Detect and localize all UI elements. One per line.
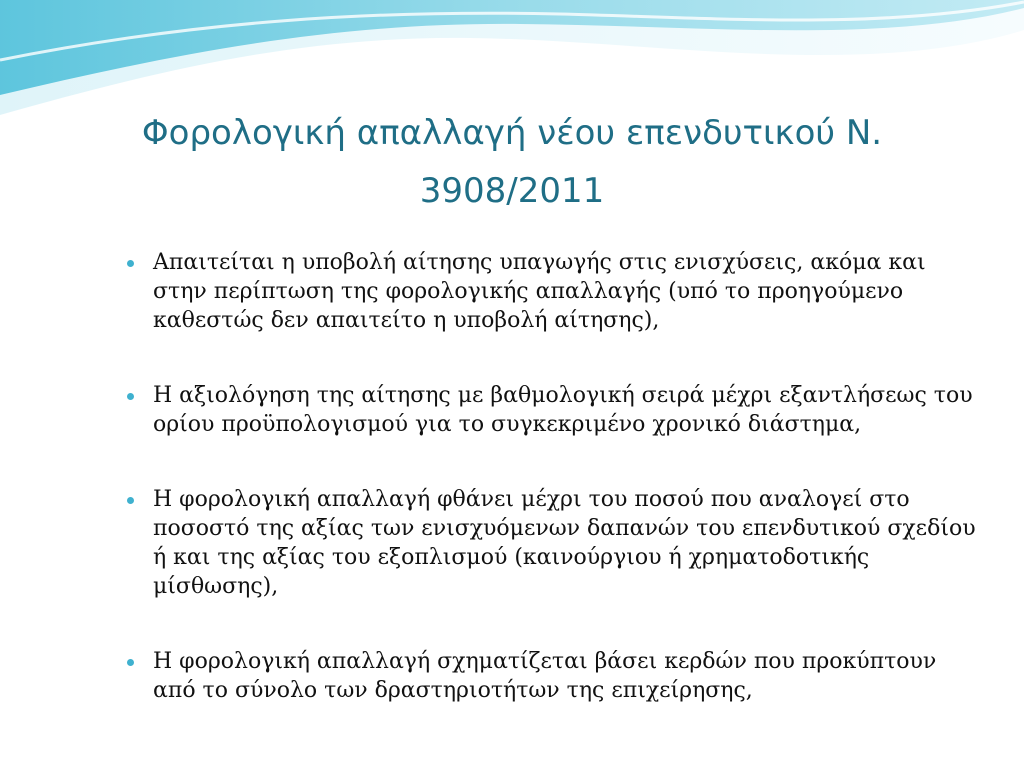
bullet-dot-icon xyxy=(127,497,134,504)
title-line-1: Φορολογική απαλλαγή νέου επενδυτικού Ν. xyxy=(141,113,883,153)
bullet-item xyxy=(127,485,977,601)
bullet-text: Η φορολογική απαλλαγή σχηματίζεται βάσει κερδών που προκύπτουν από το σύνολο των δραστηριοτήτων της επιχείρησης, xyxy=(153,649,937,703)
bullet-text: Απαιτείται η υποβολή αίτησης υπαγωγής στις ενισχύσεις, ακόμα και στην περίπτωση της φορολογικής απαλλαγής (υπό το προηγούμενο καθεστώς δεν απαιτείτο η υποβολή αίτησης), xyxy=(153,250,926,333)
bullet-text: Η φορολογική απαλλαγή φθάνει μέχρι του ποσού που αναλογεί στο ποσοστό της αξίας των ενισχυόμενων δαπανών του επενδυτικού σχεδίου ή και της αξίας του εξοπλισμού (καινούργιου ή χρηματοδοτικής μίσθωσης), xyxy=(153,487,976,599)
bullet-dot-icon xyxy=(127,260,134,267)
slide-title xyxy=(60,104,964,220)
bullet-item xyxy=(127,381,977,439)
decorative-wave-header xyxy=(0,0,1024,120)
bullet-dot-icon xyxy=(127,659,134,666)
bullet-dot-icon xyxy=(127,393,134,400)
bullet-list xyxy=(127,248,977,751)
title-line-2: 3908/2011 xyxy=(419,171,605,211)
bullet-item xyxy=(127,647,977,705)
bullet-item xyxy=(127,248,977,335)
bullet-text: Η αξιολόγηση της αίτησης με βαθμολογική σειρά μέχρι εξαντλήσεως του ορίου προϋπολογισμού για το συγκεκριμένο χρονικό διάστημα, xyxy=(153,383,973,437)
